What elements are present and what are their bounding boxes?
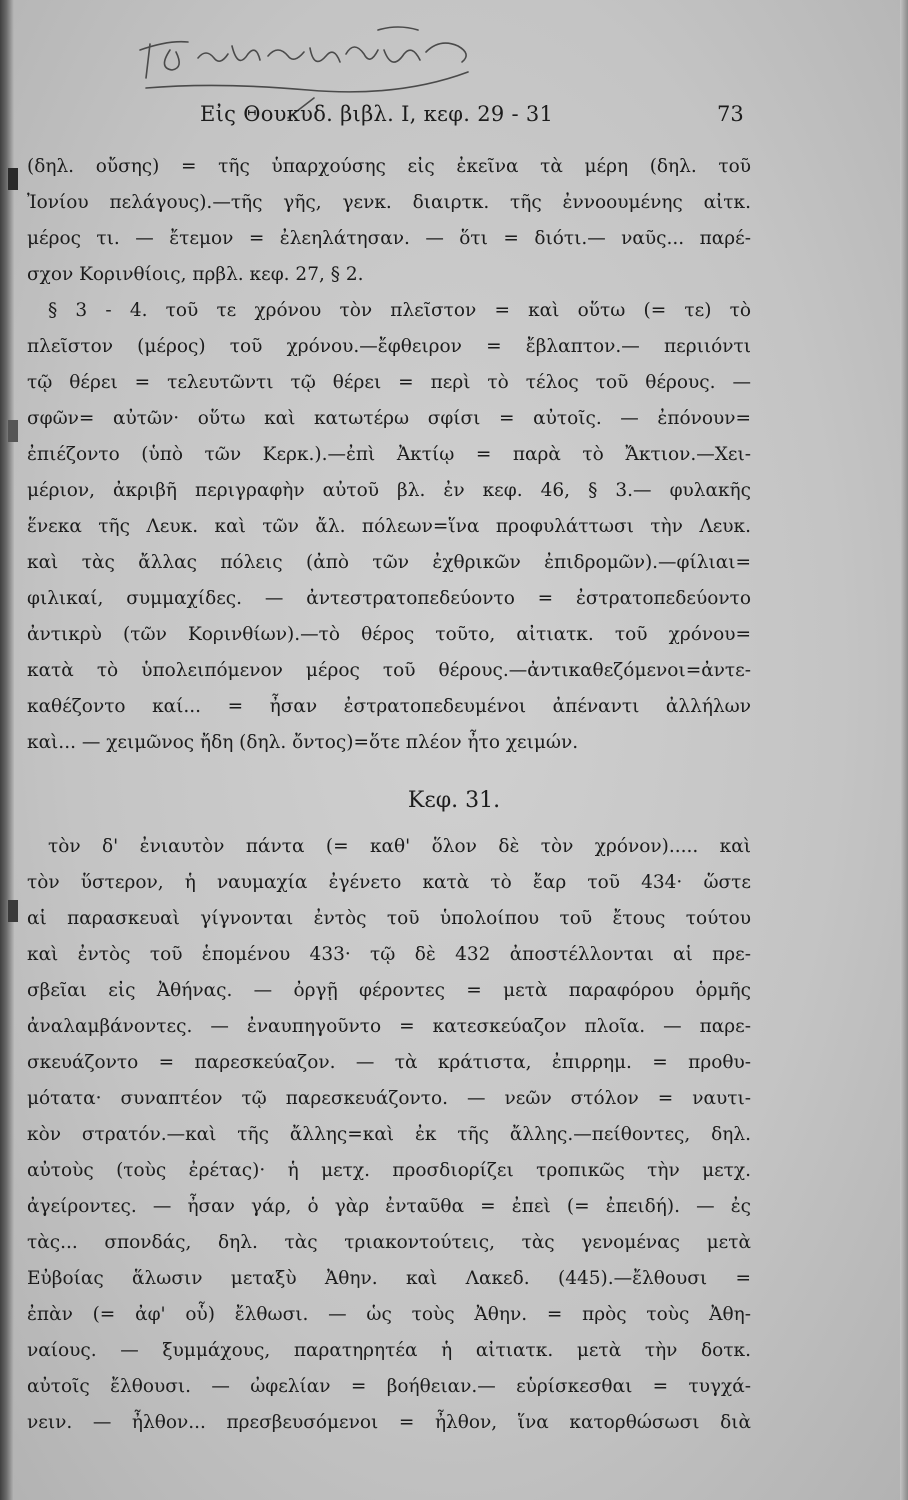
text-line: κατὰ τὸ ὑπολειπόμενον μέρος τοῦ θέρους.—ἀντικαθεζόμενοι=ἀντε-: [27, 660, 751, 681]
text-line: (δηλ. οὔσης) = τῆς ὑπαρχούσης εἰς ἐκεῖνα τὰ μέρη (δηλ. τοῦ: [27, 156, 751, 177]
text-line: ἀναλαμβάνοντες. — ἐναυπηγοῦντο = κατεσκεύαζον πλοῖα. — παρε-: [27, 1016, 751, 1037]
text-line: φιλικαί, συμμαχίδες. — ἀντεστρατοπεδεύοντο = ἐστρατοπεδεύοντο: [27, 588, 751, 609]
text-line: καὶ... — χειμῶνος ἤδη (δηλ. ὄντος)=ὅτε πλέον ἦτο χειμών.: [27, 732, 579, 753]
text-line: καὶ ἐντὸς τοῦ ἑπομένου 433· τῷ δὲ 432 ἀποστέλλονται αἱ πρε-: [27, 944, 751, 965]
text-line: μέρος τι. — ἔτεμον = ἐλεηλάτησαν. — ὅτι = διότι.— ναῦς... παρέ-: [27, 228, 751, 249]
page-number: 73: [717, 102, 744, 126]
text-line: αἱ παρασκευαὶ γίγνονται ἐντὸς τοῦ ὑπολοίπου τοῦ ἔτους τούτου: [27, 908, 751, 929]
paragraph-start-line: τὸν δ' ἐνιαυτὸν πάντα (= καθ' ὅλον δὲ τὸν χρόνον)..... καὶ: [48, 836, 751, 857]
running-title: Εἰς Θουκυδ. βιβλ. Ι, κεφ. 29 - 31: [200, 102, 554, 126]
text-line: τὰς... σπονδάς, δηλ. τὰς τριακοντούτεις, τὰς γενομένας μετὰ: [27, 1232, 751, 1253]
text-line: ἐπὰν (= ἀφ' οὗ) ἔλθωσι. — ὡς τοὺς Ἀθην. = πρὸς τοὺς Ἀθη-: [27, 1304, 751, 1325]
text-line: ἐπιέζοντο (ὑπὸ τῶν Κερκ.).—ἐπὶ Ἀκτίῳ = παρὰ τὸ Ἄκτιον.—Χει-: [27, 444, 751, 465]
text-line: σκευάζοντο = παρεσκεύαζον. — τὰ κράτιστα, ἐπιρρημ. = προθυ-: [27, 1052, 751, 1073]
text-line: πλεῖστον (μέρος) τοῦ χρόνου.—ἔφθειρον = ἔβλαπτον.— περιιόντι: [27, 336, 751, 357]
section-start-line: § 3 - 4. τοῦ τε χρόνου τὸν πλεῖστον = καὶ οὕτω (= τε) τὸ: [48, 300, 751, 321]
text-line: Εὐβοίας ἅλωσιν μεταξὺ Ἀθην. καὶ Λακεδ. (445).—ἔλθουσι =: [27, 1268, 751, 1289]
text-line: σβεῖαι εἰς Ἀθήνας. — ὀργῇ φέροντες = μετὰ παραφόρου ὁρμῆς: [27, 980, 751, 1001]
text-line: αὐτοῖς ἔλθουσι. — ὠφελίαν = βοήθειαν.— εὑρίσκεσθαι = τυγχά-: [27, 1376, 751, 1397]
text-line: σφῶν= αὐτῶν· οὕτω καὶ κατωτέρω σφίσι = αὐτοῖς. — ἐπόνουν=: [27, 408, 751, 429]
text-line: τῷ θέρει = τελευτῶντι τῷ θέρει = περὶ τὸ τέλος τοῦ θέρους. —: [27, 372, 751, 393]
text-line: ναίους. — ξυμμάχους, παρατηρητέα ἡ αἰτιατκ. μετὰ τὴν δοτκ.: [27, 1340, 751, 1361]
text-line: κὸν στρατόν.—καὶ τῆς ἄλλης=καὶ ἐκ τῆς ἄλλης.—πείθοντες, δηλ.: [27, 1124, 751, 1145]
edge-shadow-mark: [8, 420, 18, 442]
text-line: μέριον, ἀκριβῆ περιγραφὴν αὐτοῦ βλ. ἐν κεφ. 46, § 3.— φυλακῆς: [27, 480, 751, 501]
text-line: ἀντικρὺ (τῶν Κορινθίων).—τὸ θέρος τοῦτο, αἰτιατκ. τοῦ χρόνου=: [27, 624, 751, 645]
text-line: Ἰονίου πελάγους).—τῆς γῆς, γενκ. διαιρτκ. τῆς ἐννοουμένης αἰτκ.: [27, 192, 751, 213]
text-line: ἕνεκα τῆς Λευκ. καὶ τῶν ἄλ. πόλεων=ἵνα προφυλάττωσι τὴν Λευκ.: [27, 516, 751, 537]
text-line: καθέζοντο καί... = ἦσαν ἐστρατοπεδευμένοι ἀπέναντι ἀλλήλων: [27, 696, 751, 717]
text-line: τὸν ὕστερον, ἡ ναυμαχία ἐγένετο κατὰ τὸ ἔαρ τοῦ 434· ὥστε: [27, 872, 751, 893]
chapter-heading: Κεφ. 31.: [407, 788, 501, 813]
text-line: αὐτοὺς (τοὺς ἐρέτας)· ἡ μετχ. προσδιορίζει τροπικῶς τὴν μετχ.: [27, 1160, 751, 1181]
text-line: καὶ τὰς ἄλλας πόλεις (ἀπὸ τῶν ἐχθρικῶν ἐπιδρομῶν).—φίλιαι=: [27, 552, 751, 573]
edge-shadow-mark: [8, 900, 18, 922]
text-line: μότατα· συναπτέον τῷ παρεσκευάζοντο. — νεῶν στόλον = ναυτι-: [27, 1088, 751, 1109]
edge-shadow-mark: [8, 168, 18, 190]
text-line: σχον Κορινθίοις, πρβλ. κεφ. 27, § 2.: [27, 264, 364, 285]
text-line: ἀγείροντες. — ἦσαν γάρ, ὁ γὰρ ἐνταῦθα = ἐπεὶ (= ἐπειδή). — ἐς: [27, 1196, 751, 1217]
text-line: νειν. — ἦλθον... πρεσβευσόμενοι = ἦλθον, ἵνα κατορθώσωσι διὰ: [27, 1412, 751, 1433]
